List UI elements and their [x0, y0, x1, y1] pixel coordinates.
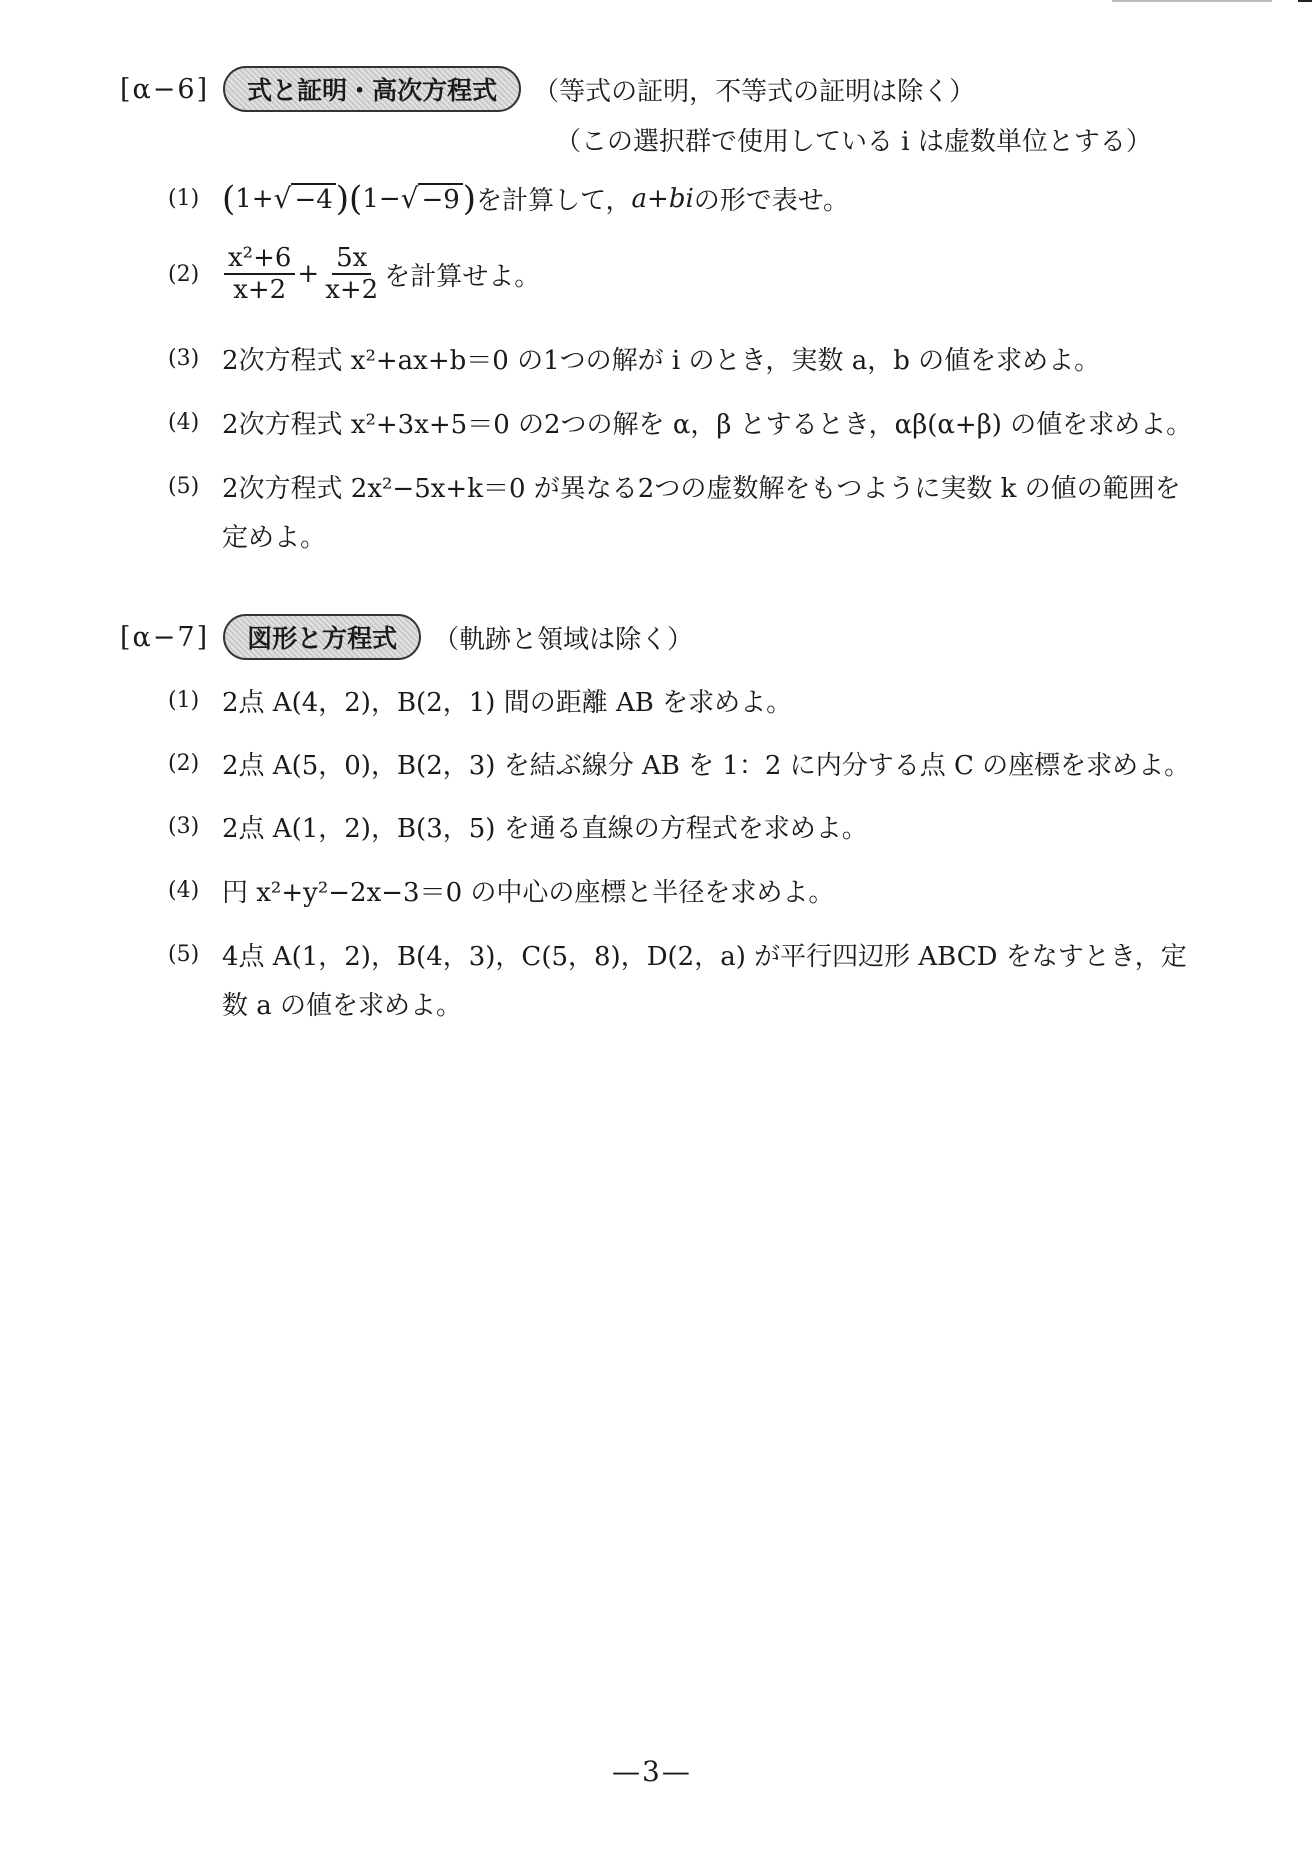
problem-number: (2) — [168, 751, 200, 776]
problem-text: 2点 A(1，2)，B(3，5) を通る直線の方程式を求めよ。 — [222, 814, 868, 844]
problem-a6-1 — [168, 180, 849, 217]
radicand: −4 — [291, 183, 335, 215]
problem-a6-5-continuation: 定めよ。 — [222, 523, 327, 553]
paren-open: ( — [222, 178, 236, 219]
problem-number: (4) — [168, 878, 200, 903]
problem-a7-2 — [168, 745, 1190, 782]
section-note-imaginary-unit: （この選択群で使用している i は虚数単位とする） — [555, 127, 1152, 157]
denominator: x+2 — [325, 275, 379, 305]
problem-number: (1) — [168, 688, 200, 713]
problem-a7-5 — [168, 936, 1187, 973]
section-note: （等式の証明，不等式の証明は除く） — [533, 76, 976, 107]
topic-badge: 図形と方程式 — [223, 614, 421, 660]
problem-number: (2) — [168, 261, 200, 287]
denominator: x+2 — [233, 275, 287, 305]
problem-text: 2点 A(4，2)，B(2，1) 間の距離 AB を求めよ。 — [222, 688, 793, 718]
problem-a6-5 — [168, 468, 1181, 505]
corner-mark — [1298, 0, 1312, 2]
square-root — [274, 182, 336, 215]
problem-a6-4 — [168, 404, 1192, 441]
problem-text: を計算せよ。 — [384, 261, 541, 292]
section-note: （軌跡と領域は除く） — [433, 624, 694, 655]
problem-number: (5) — [168, 474, 200, 499]
problem-number: (5) — [168, 942, 200, 967]
problem-a7-3 — [168, 808, 868, 845]
numerator: x²+6 — [224, 243, 295, 275]
radical-sign-icon: √ — [273, 182, 292, 215]
problem-a6-2 — [168, 243, 540, 305]
problem-number: (1) — [168, 186, 200, 211]
problem-text: 4点 A(1，2)，B(4，3)，C(5，8)，D(2，a) が平行四辺形 ABCD をなすとき，定 — [222, 942, 1187, 972]
problem-a6-3 — [168, 340, 1100, 377]
problem-text: a+bi — [631, 183, 694, 214]
fraction — [321, 243, 382, 305]
plus-sign: + — [297, 259, 320, 289]
fraction — [224, 243, 295, 305]
section-id: [α−6] — [120, 73, 210, 105]
problem-text: を計算して， — [476, 186, 632, 216]
problem-number: (4) — [168, 410, 200, 435]
section-header-a6 — [120, 66, 975, 112]
square-root — [401, 182, 463, 215]
section-id: [α−7] — [120, 621, 210, 653]
problem-a7-1 — [168, 682, 792, 719]
problem-text: 2次方程式 2x²−5x+k＝0 が異なる2つの虚数解をもつように実数 k の値の範囲を — [222, 474, 1181, 504]
problem-text: 2次方程式 x²+ax+b＝0 の1つの解が i のとき，実数 a，b の値を求めよ。 — [222, 346, 1101, 376]
problem-text: 2点 A(5，0)，B(2，3) を結ぶ線分 AB を 1：2 に内分する点 C の座標を求めよ。 — [222, 751, 1191, 781]
radicand: −9 — [418, 183, 462, 215]
term: 1− — [362, 183, 401, 214]
problem-a7-5-continuation: 数 a の値を求めよ。 — [222, 991, 463, 1021]
radical-sign-icon: √ — [400, 182, 419, 215]
problem-number: (3) — [168, 346, 200, 371]
problem-a7-4 — [168, 872, 834, 909]
section-header-a7 — [120, 614, 693, 660]
problem-text: 2次方程式 x²+3x+5＝0 の2つの解を α，β とするとき，αβ(α+β) の値を求めよ。 — [222, 410, 1193, 440]
numerator: 5x — [332, 243, 371, 275]
problem-text: の形で表せ。 — [693, 186, 850, 216]
topic-badge: 式と証明・高次方程式 — [223, 66, 521, 112]
page-number: —3— — [612, 1755, 692, 1788]
problem-number: (3) — [168, 814, 200, 839]
paren-close: ) — [462, 178, 477, 219]
scan-edge-line — [1112, 0, 1272, 2]
problem-text: 円 x²+y²−2x−3＝0 の中心の座標と半径を求めよ。 — [222, 878, 835, 908]
term: 1+ — [235, 183, 274, 214]
paren-mid: )( — [335, 178, 363, 219]
